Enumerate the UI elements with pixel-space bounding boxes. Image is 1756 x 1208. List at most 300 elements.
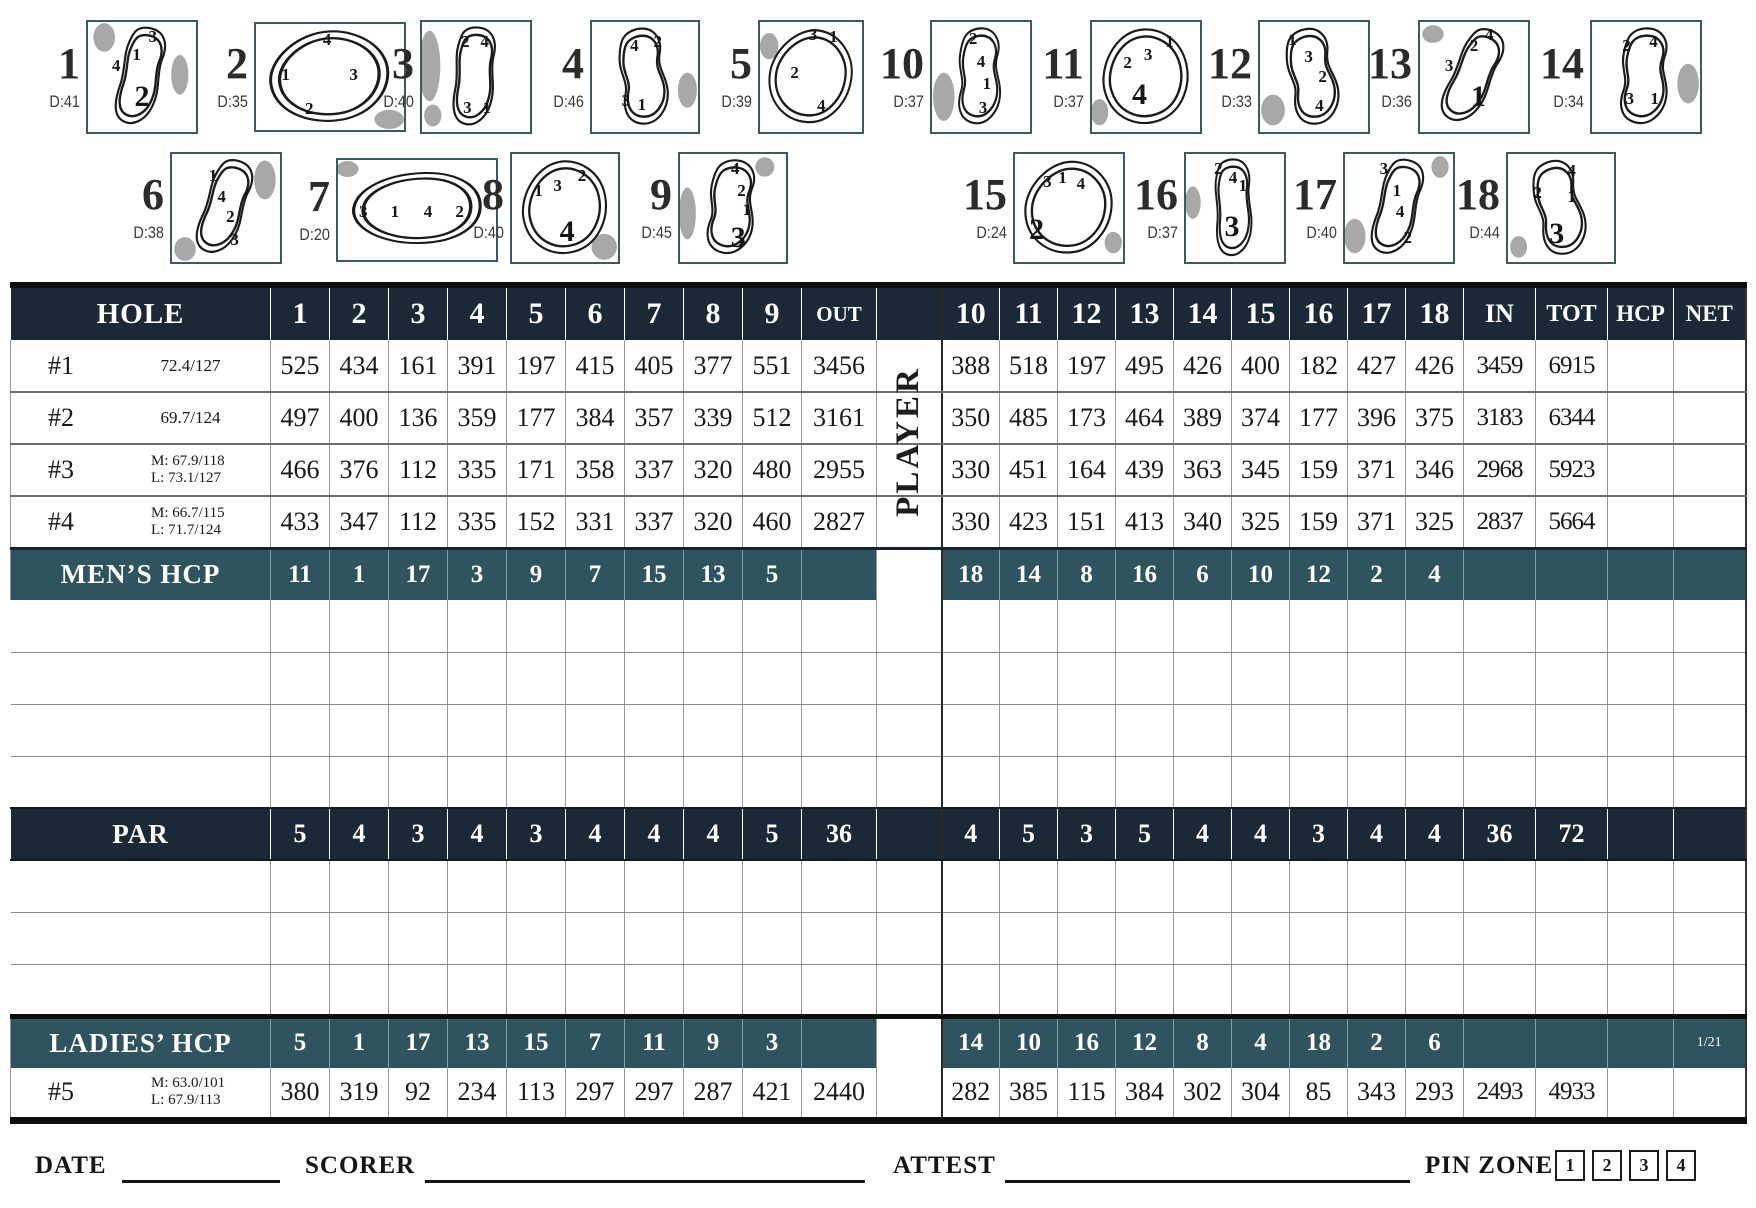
blank-in-cell bbox=[1464, 704, 1536, 756]
green-depth: D:46 bbox=[553, 92, 584, 111]
pin-zone-number: 4 bbox=[1649, 31, 1658, 51]
green-depth: D:39 bbox=[721, 92, 752, 111]
blank-score-cell bbox=[1232, 652, 1290, 704]
blank-label-cell bbox=[11, 600, 271, 652]
score-cell: 159 bbox=[1290, 496, 1348, 548]
mens-hcp-cell: 16 bbox=[1116, 548, 1174, 600]
score-cell: 161 bbox=[389, 340, 448, 392]
pin-zone-number: 1 bbox=[742, 200, 752, 220]
pin-zone-number: 2 bbox=[134, 79, 150, 113]
tee-label bbox=[11, 496, 271, 548]
score-cell: 371 bbox=[1348, 444, 1406, 496]
green-diagram-hole-10 bbox=[872, 20, 1032, 134]
mens-hcp-cell: 2 bbox=[1348, 548, 1406, 600]
score-cell: 384 bbox=[566, 392, 625, 444]
blank-score-cell bbox=[942, 912, 1000, 964]
par-cell: 3 bbox=[507, 808, 566, 860]
score-cell: 388 bbox=[942, 340, 1000, 392]
green-depth: D:40 bbox=[473, 223, 504, 242]
pin-zone-number: 2 bbox=[653, 31, 662, 51]
blank-score-cell bbox=[684, 756, 743, 808]
tee-rating-ladies: L: 71.7/124 bbox=[151, 521, 221, 538]
pin-zone-number: 1 bbox=[482, 97, 492, 117]
pin-zone-number: 4 bbox=[559, 214, 575, 248]
pin-zone-number: 3 bbox=[1625, 89, 1635, 108]
pin-zone-number: 3 bbox=[1143, 45, 1153, 64]
pin-zone-number: 4 bbox=[111, 56, 121, 75]
green-outline-icon bbox=[88, 22, 196, 132]
score-cell: 495 bbox=[1116, 340, 1174, 392]
tot-blank bbox=[1536, 1016, 1608, 1068]
blank-hcp-cell bbox=[1608, 652, 1674, 704]
green-label bbox=[1448, 152, 1506, 264]
par-cell: 5 bbox=[743, 808, 802, 860]
in-blank bbox=[1464, 1016, 1536, 1068]
blank-score-cell bbox=[271, 964, 330, 1016]
pin-zone-number: 3 bbox=[1224, 210, 1240, 244]
pin-zone-number: 2 bbox=[226, 206, 235, 226]
blank-score-cell bbox=[1058, 860, 1116, 912]
score-cell: 433 bbox=[271, 496, 330, 548]
blank-score-cell bbox=[448, 600, 507, 652]
blank-score-cell bbox=[330, 600, 389, 652]
blank-score-cell bbox=[1290, 912, 1348, 964]
player-column-cell bbox=[877, 860, 942, 912]
blank-score-cell bbox=[1174, 860, 1232, 912]
pin-zone-number: 1 bbox=[534, 180, 543, 200]
blank-score-cell bbox=[625, 756, 684, 808]
blank-score-cell bbox=[1000, 860, 1058, 912]
score-cell: 85 bbox=[1290, 1068, 1348, 1120]
blank-score-cell bbox=[625, 912, 684, 964]
green-map bbox=[1013, 152, 1125, 264]
blank-score-cell bbox=[330, 964, 389, 1016]
blank-score-cell bbox=[684, 652, 743, 704]
blank-score-cell bbox=[507, 756, 566, 808]
pin-zone-number: 3 bbox=[148, 27, 158, 47]
grand-total: 4933 bbox=[1536, 1068, 1608, 1120]
score-cell: 293 bbox=[1406, 1068, 1464, 1120]
pin-zone-number: 4 bbox=[976, 51, 986, 71]
blank-score-cell bbox=[1406, 600, 1464, 652]
blank-score-cell bbox=[1232, 600, 1290, 652]
blank-in-cell bbox=[1464, 756, 1536, 808]
pin-zone-number: 2 bbox=[1622, 36, 1631, 56]
blank-score-cell bbox=[389, 600, 448, 652]
mens-hcp-cell: 8 bbox=[1058, 548, 1116, 600]
blank-label-cell bbox=[11, 912, 271, 964]
green-diagram-hole-1 bbox=[28, 20, 198, 134]
pin-zone-number: 3 bbox=[978, 97, 988, 117]
green-depth: D:45 bbox=[641, 223, 672, 242]
hole-number: 10 bbox=[880, 39, 924, 88]
hole-number: 8 bbox=[482, 170, 504, 219]
score-cell: 426 bbox=[1174, 340, 1232, 392]
blank-score-cell bbox=[389, 912, 448, 964]
blank-score-cell bbox=[1000, 652, 1058, 704]
ladies-hcp-cell: 13 bbox=[448, 1016, 507, 1068]
pin-zone-number: 1 bbox=[1058, 167, 1067, 187]
pin-zone-box: 2 bbox=[1592, 1150, 1622, 1181]
mens-hcp-label: MEN’S HCP bbox=[11, 548, 271, 600]
hcp-blank bbox=[1608, 548, 1674, 600]
blank-score-cell bbox=[1000, 600, 1058, 652]
blank-score-cell bbox=[566, 912, 625, 964]
score-cell: 350 bbox=[942, 392, 1000, 444]
score-cell: 182 bbox=[1290, 340, 1348, 392]
blank-score-cell bbox=[1290, 756, 1348, 808]
par-cell: 5 bbox=[271, 808, 330, 860]
blank-score-cell bbox=[1232, 704, 1290, 756]
ladies-hcp-label: LADIES’ HCP bbox=[11, 1016, 271, 1068]
score-cell: 376 bbox=[330, 444, 389, 496]
score-cell: 304 bbox=[1232, 1068, 1290, 1120]
green-map bbox=[1418, 20, 1530, 134]
blank-score-cell bbox=[1348, 600, 1406, 652]
blank-net-cell bbox=[1674, 860, 1746, 912]
pin-zone-number: 4 bbox=[630, 36, 639, 56]
hole-number: 2 bbox=[226, 39, 248, 88]
score-cell: 464 bbox=[1116, 392, 1174, 444]
col-header: 6 bbox=[566, 285, 625, 340]
pin-zone-number: 2 bbox=[305, 98, 314, 118]
ladies-hcp-cell: 7 bbox=[566, 1016, 625, 1068]
blank-score-cell bbox=[1406, 912, 1464, 964]
par-net-blank bbox=[1674, 808, 1746, 860]
blank-in-cell bbox=[1464, 860, 1536, 912]
par-hcp-blank bbox=[1608, 808, 1674, 860]
par-cell: 5 bbox=[1116, 808, 1174, 860]
blank-score-cell bbox=[1406, 860, 1464, 912]
scorecard-table bbox=[10, 282, 1747, 1124]
player-column-cell bbox=[877, 652, 942, 704]
pin-zone-number: 4 bbox=[322, 29, 332, 49]
player-column-cell bbox=[877, 704, 942, 756]
hcp-cell bbox=[1608, 392, 1674, 444]
hole-number: 17 bbox=[1293, 170, 1337, 219]
green-map bbox=[1343, 152, 1455, 264]
green-depth: D:35 bbox=[217, 92, 248, 111]
out-total: 3161 bbox=[802, 392, 877, 444]
green-diagram-hole-15 bbox=[955, 152, 1125, 264]
blank-score-cell bbox=[942, 704, 1000, 756]
player-column-cell bbox=[877, 808, 942, 860]
hcp-cell bbox=[1608, 340, 1674, 392]
green-map bbox=[170, 152, 282, 264]
player-column-cell bbox=[877, 548, 942, 600]
score-cell: 400 bbox=[1232, 340, 1290, 392]
blank-score-cell bbox=[507, 860, 566, 912]
blank-score-cell bbox=[1348, 964, 1406, 1016]
blank-out-cell bbox=[802, 964, 877, 1016]
blank-score-cell bbox=[684, 600, 743, 652]
blank-out-cell bbox=[802, 912, 877, 964]
tee-name: #4 bbox=[48, 506, 74, 536]
green-outline-icon bbox=[422, 22, 530, 132]
ladies-hcp-cell: 15 bbox=[507, 1016, 566, 1068]
pin-zone-number: 4 bbox=[1228, 167, 1238, 187]
blank-score-cell bbox=[448, 860, 507, 912]
blank-score-cell bbox=[1174, 600, 1232, 652]
ladies-hcp-cell: 10 bbox=[1000, 1016, 1058, 1068]
score-cell: 347 bbox=[330, 496, 389, 548]
green-label bbox=[112, 152, 170, 264]
blank-score-cell bbox=[942, 600, 1000, 652]
score-cell: 380 bbox=[271, 1068, 330, 1120]
par-cell: 4 bbox=[1174, 808, 1232, 860]
blank-label-cell bbox=[11, 756, 271, 808]
score-cell: 551 bbox=[743, 340, 802, 392]
blank-net-cell bbox=[1674, 652, 1746, 704]
hole-number: 16 bbox=[1134, 170, 1178, 219]
score-cell: 136 bbox=[389, 392, 448, 444]
blank-score-cell bbox=[1232, 964, 1290, 1016]
blank-score-cell bbox=[507, 600, 566, 652]
col-header: 7 bbox=[625, 285, 684, 340]
pin-zone-number: 1 bbox=[1288, 29, 1297, 49]
ladies-hcp-cell: 11 bbox=[625, 1016, 684, 1068]
blank-score-cell bbox=[743, 756, 802, 808]
out-total: 3456 bbox=[802, 340, 877, 392]
score-cell: 421 bbox=[743, 1068, 802, 1120]
par-cell: 4 bbox=[1406, 808, 1464, 860]
blank-label-cell bbox=[11, 860, 271, 912]
score-cell: 423 bbox=[1000, 496, 1058, 548]
score-cell: 343 bbox=[1348, 1068, 1406, 1120]
pin-zone-number: 3 bbox=[463, 97, 472, 117]
out-blank bbox=[802, 1016, 877, 1068]
ladies-hcp-cell: 9 bbox=[684, 1016, 743, 1068]
pin-zone-number: 1 bbox=[281, 64, 290, 84]
blank-score-cell bbox=[1000, 756, 1058, 808]
pin-zone-number: 3 bbox=[230, 230, 239, 250]
pin-zone-label: PIN ZONE bbox=[1425, 1152, 1554, 1179]
col-header: 15 bbox=[1232, 285, 1290, 340]
col-header: 3 bbox=[389, 285, 448, 340]
mens-hcp-cell: 9 bbox=[507, 548, 566, 600]
tee-rating: 72.4/127 bbox=[160, 355, 221, 375]
tee-name: #1 bbox=[48, 350, 74, 380]
blank-score-cell bbox=[271, 912, 330, 964]
blank-label-cell bbox=[11, 964, 271, 1016]
green-depth: D:44 bbox=[1469, 223, 1500, 242]
blank-out-cell bbox=[802, 652, 877, 704]
blank-score-cell bbox=[566, 704, 625, 756]
ladies-hcp-cell: 4 bbox=[1232, 1016, 1290, 1068]
blank-score-cell bbox=[566, 600, 625, 652]
score-cell: 282 bbox=[942, 1068, 1000, 1120]
blank-score-cell bbox=[1058, 652, 1116, 704]
score-cell: 173 bbox=[1058, 392, 1116, 444]
mens-hcp-cell: 10 bbox=[1232, 548, 1290, 600]
tee-name: #2 bbox=[48, 403, 74, 432]
mens-hcp-cell: 17 bbox=[389, 548, 448, 600]
col-header: 1 bbox=[271, 285, 330, 340]
blank-score-cell bbox=[507, 912, 566, 964]
date-label: DATE bbox=[35, 1152, 107, 1179]
blank-tot-cell bbox=[1536, 600, 1608, 652]
blank-score-cell bbox=[1116, 756, 1174, 808]
score-cell: 335 bbox=[448, 496, 507, 548]
green-diagram-hole-17 bbox=[1285, 152, 1455, 264]
player-column-cell bbox=[877, 1016, 942, 1068]
hcp-cell bbox=[1608, 496, 1674, 548]
par-cell: 4 bbox=[942, 808, 1000, 860]
green-label bbox=[278, 158, 336, 262]
green-label bbox=[1200, 20, 1258, 134]
hole-number: 13 bbox=[1368, 39, 1412, 88]
score-cell: 325 bbox=[1232, 496, 1290, 548]
hole-number: 7 bbox=[308, 172, 330, 221]
hcp-blank bbox=[1608, 1016, 1674, 1068]
player-column-cell bbox=[877, 1068, 942, 1120]
player-column-header bbox=[877, 285, 942, 340]
green-diagram-hole-9 bbox=[620, 152, 788, 264]
green-diagram-hole-11 bbox=[1032, 20, 1202, 134]
score-cell: 396 bbox=[1348, 392, 1406, 444]
blank-score-cell bbox=[1348, 912, 1406, 964]
tee-label bbox=[11, 392, 271, 444]
blank-score-cell bbox=[1058, 704, 1116, 756]
score-cell: 346 bbox=[1406, 444, 1464, 496]
par-cell: 3 bbox=[1058, 808, 1116, 860]
score-cell: 345 bbox=[1232, 444, 1290, 496]
score-cell: 302 bbox=[1174, 1068, 1232, 1120]
score-cell: 92 bbox=[389, 1068, 448, 1120]
in-blank bbox=[1464, 548, 1536, 600]
score-cell: 384 bbox=[1116, 1068, 1174, 1120]
ladies-hcp-cell: 1 bbox=[330, 1016, 389, 1068]
pin-zone-number: 2 bbox=[1533, 182, 1542, 202]
blank-net-cell bbox=[1674, 600, 1746, 652]
hole-number: 5 bbox=[730, 39, 752, 88]
score-cell: 466 bbox=[271, 444, 330, 496]
pin-zone-number: 3 bbox=[808, 25, 818, 45]
blank-score-cell bbox=[684, 860, 743, 912]
blank-score-cell bbox=[1000, 964, 1058, 1016]
green-label bbox=[452, 152, 510, 264]
pin-zone-number: 1 bbox=[1165, 31, 1174, 51]
green-depth: D:36 bbox=[1381, 92, 1412, 111]
mens-hcp-cell: 15 bbox=[625, 548, 684, 600]
pin-zone-number: 3 bbox=[359, 202, 368, 221]
col-header: 9 bbox=[743, 285, 802, 340]
score-cell: 320 bbox=[684, 496, 743, 548]
pin-zone-number: 1 bbox=[637, 94, 647, 114]
net-cell bbox=[1674, 1068, 1746, 1120]
score-cell: 319 bbox=[330, 1068, 389, 1120]
blank-score-cell bbox=[507, 964, 566, 1016]
green-label bbox=[196, 22, 254, 132]
par-cell: 3 bbox=[389, 808, 448, 860]
player-label-text: PLAYER bbox=[890, 365, 926, 517]
score-cell: 297 bbox=[566, 1068, 625, 1120]
blank-tot-cell bbox=[1536, 964, 1608, 1016]
hole-number: 1 bbox=[58, 39, 80, 88]
score-cell: 525 bbox=[271, 340, 330, 392]
ladies-hcp-cell: 18 bbox=[1290, 1016, 1348, 1068]
green-diagram-hole-12 bbox=[1200, 20, 1370, 134]
green-map bbox=[510, 152, 620, 264]
green-depth: D:33 bbox=[1221, 92, 1252, 111]
blank-score-cell bbox=[684, 964, 743, 1016]
out-blank bbox=[802, 548, 877, 600]
score-cell: 197 bbox=[507, 340, 566, 392]
green-label bbox=[1285, 152, 1343, 264]
pin-zone-number: 2 bbox=[1469, 36, 1479, 56]
player-column-cell bbox=[877, 756, 942, 808]
blank-score-cell bbox=[625, 704, 684, 756]
green-diagram-hole-5 bbox=[700, 20, 864, 134]
blank-score-cell bbox=[389, 704, 448, 756]
blank-out-cell bbox=[802, 600, 877, 652]
tee-rating bbox=[111, 453, 270, 488]
green-depth: D:34 bbox=[1553, 92, 1584, 111]
par-label: PAR bbox=[11, 808, 271, 860]
pin-zone-number: 3 bbox=[730, 221, 746, 255]
pin-zone-number: 2 bbox=[968, 28, 978, 48]
blank-score-cell bbox=[1000, 912, 1058, 964]
blank-in-cell bbox=[1464, 964, 1536, 1016]
score-cell: 480 bbox=[743, 444, 802, 496]
net-blank bbox=[1674, 548, 1746, 600]
score-cell: 371 bbox=[1348, 496, 1406, 548]
blank-tot-cell bbox=[1536, 912, 1608, 964]
score-cell: 151 bbox=[1058, 496, 1116, 548]
blank-score-cell bbox=[625, 860, 684, 912]
in-total: 2493 bbox=[1464, 1068, 1536, 1120]
pin-zone-box: 1 bbox=[1555, 1150, 1585, 1181]
score-cell: 320 bbox=[684, 444, 743, 496]
tot-blank bbox=[1536, 548, 1608, 600]
edition-note: 1/21 bbox=[1674, 1016, 1746, 1068]
tee-name: #5 bbox=[48, 1077, 74, 1107]
player-column-cell bbox=[877, 444, 942, 496]
mens-hcp-cell: 11 bbox=[271, 548, 330, 600]
blank-score-cell bbox=[1058, 964, 1116, 1016]
green-diagram-hole-13 bbox=[1360, 20, 1530, 134]
score-cell: 358 bbox=[566, 444, 625, 496]
col-header: 4 bbox=[448, 285, 507, 340]
pin-zone-number: 4 bbox=[1315, 95, 1324, 115]
tee-name: #3 bbox=[48, 455, 74, 484]
blank-score-cell bbox=[330, 860, 389, 912]
pin-zone-boxes bbox=[1555, 1150, 1696, 1181]
blank-score-cell bbox=[1174, 704, 1232, 756]
blank-score-cell bbox=[1116, 964, 1174, 1016]
score-cell: 287 bbox=[684, 1068, 743, 1120]
score-cell: 197 bbox=[1058, 340, 1116, 392]
green-map bbox=[758, 20, 864, 134]
green-label bbox=[1126, 152, 1184, 264]
blank-hcp-cell bbox=[1608, 600, 1674, 652]
score-cell: 391 bbox=[448, 340, 507, 392]
score-cell: 115 bbox=[1058, 1068, 1116, 1120]
score-cell: 405 bbox=[625, 340, 684, 392]
score-cell: 389 bbox=[1174, 392, 1232, 444]
green-label bbox=[620, 152, 678, 264]
green-outline-icon bbox=[1592, 22, 1700, 132]
mens-hcp-cell: 13 bbox=[684, 548, 743, 600]
pin-zone-number: 1 bbox=[1567, 187, 1576, 207]
blank-score-cell bbox=[271, 860, 330, 912]
player-column-cell bbox=[877, 600, 942, 652]
in-total: 2837 bbox=[1464, 496, 1536, 548]
par-cell: 4 bbox=[1232, 808, 1290, 860]
blank-score-cell bbox=[1000, 704, 1058, 756]
blank-score-cell bbox=[1406, 704, 1464, 756]
score-cell: 485 bbox=[1000, 392, 1058, 444]
